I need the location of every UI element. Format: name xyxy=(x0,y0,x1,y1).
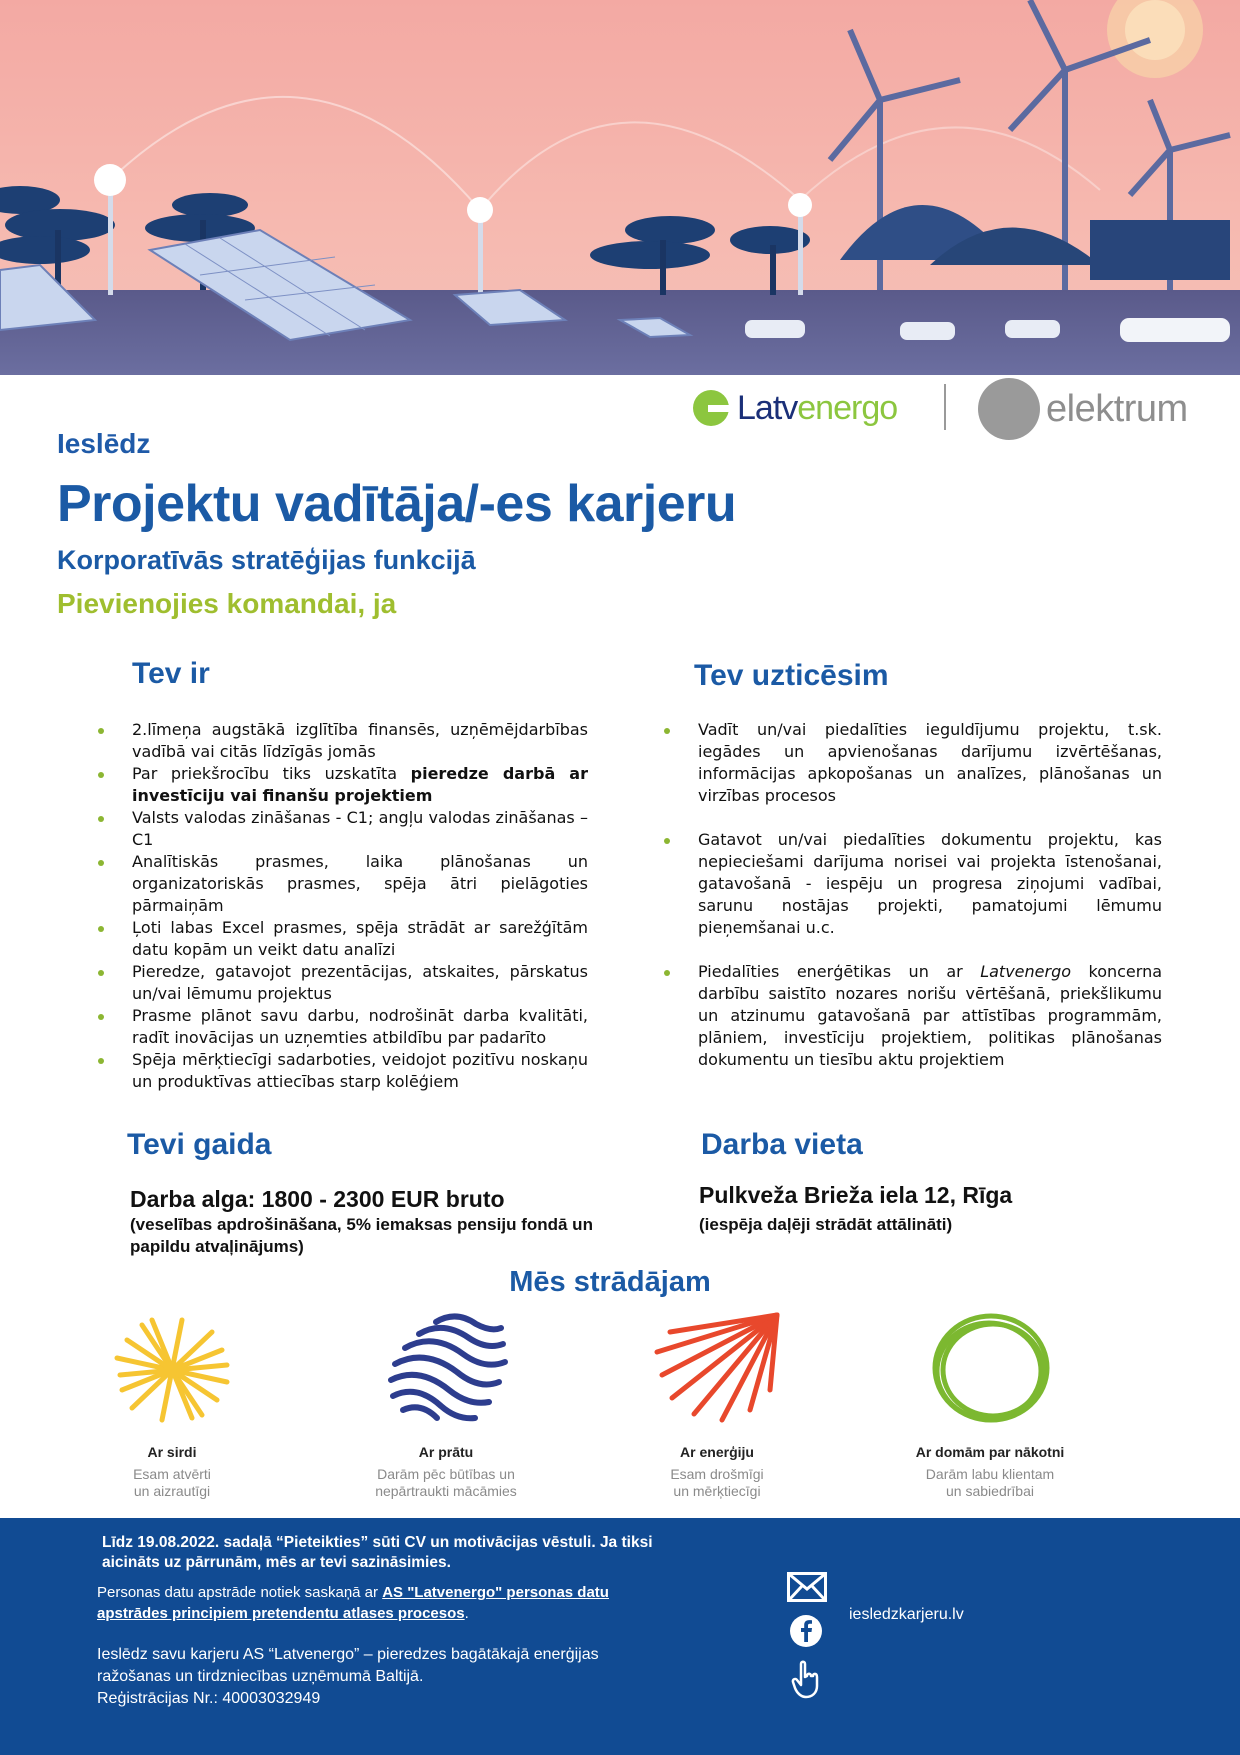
page-subtitle: Korporatīvās stratēģijas funkcijā xyxy=(57,545,476,575)
logo-divider xyxy=(944,384,946,430)
section-heading-tev-ir: Tev ir xyxy=(132,657,210,690)
latvenergo-logo-word-2: energo xyxy=(797,388,898,427)
elektrum-logo xyxy=(978,378,1188,440)
section-heading-darba-vieta: Darba vieta xyxy=(701,1128,863,1161)
energy-rays-icon xyxy=(652,1310,782,1430)
elektrum-logo-icon xyxy=(978,378,1040,440)
list-item: Spēja mērķtiecīgi sadarboties, veidojot pozitīvu noskaņu un produktīvas attiecības starp kolēģiem xyxy=(96,1049,588,1093)
registration-number: Reģistrācijas Nr.: 40003032949 xyxy=(97,1690,321,1707)
sun-burst-icon xyxy=(107,1310,237,1430)
value-item-ar-sirdi xyxy=(57,1310,287,1500)
footer xyxy=(0,1518,1240,1755)
list-item: Ļoti labas Excel prasmes, spēja strādāt ar sarežģītām datu kopām un veikt datu analīzi xyxy=(96,917,588,961)
list-item: Par priekšrocību tiks uzskatīta pieredze darbā ar investīciju vai finanšu projektiem xyxy=(96,763,588,807)
benefits-text: (veselības apdrošināšana, 5% iemaksas pensiju fondā un papildu atvaļinājums) xyxy=(130,1215,593,1256)
value-title: Ar enerģiju xyxy=(680,1444,754,1460)
value-description-line: Esam atvērti xyxy=(133,1466,211,1482)
list-item: Piedalīties enerģētikas un ar Latvenergo koncerna darbību saistīto nozares norišu vērtēšanā, priekšlikumu un atzinumu gatavošanā par attīstības programmām, plāniem, investīciju projektiem, politikas plānošanas dokumentu un tiesību aktu projektiem xyxy=(662,961,1162,1071)
value-description-line: nepārtraukti mācāmies xyxy=(375,1483,517,1499)
requirements-list xyxy=(96,719,588,1093)
remote-work-note: (iespēja daļēji strādāt attālināti) xyxy=(699,1215,953,1234)
value-title: Ar sirdi xyxy=(147,1444,197,1460)
kicker-text: Ieslēdz xyxy=(57,428,151,459)
tagline: Pievienojies komandai, ja xyxy=(57,588,397,619)
responsibilities-list xyxy=(662,719,1162,1093)
pointer-hand-icon[interactable] xyxy=(791,1660,821,1700)
list-item: Pieredze, gatavojot prezentācijas, atskaites, pārskatus un/vai lēmumu projektus xyxy=(96,961,588,1005)
value-description-line: un aizrautīgi xyxy=(133,1483,211,1499)
hero-banner xyxy=(0,0,1240,375)
privacy-notice: Personas datu apstrāde notiek saskaņā ar AS "Latvenergo" personas datu apstrādes principiem pretendentu atlases procesos. xyxy=(97,1584,609,1622)
value-description-line: un sabiedrībai xyxy=(946,1483,1034,1499)
elektrum-logo-word: elektrum xyxy=(1046,387,1188,430)
latvenergo-logo xyxy=(693,385,897,431)
wave-lines-icon xyxy=(381,1310,511,1430)
section-heading-tev-uzticesim: Tev uzticēsim xyxy=(694,659,889,692)
list-item: Analītiskās prasmes, laika plānošanas un organizatoriskās prasmes, spēja ātri pielāgoties pārmaiņām xyxy=(96,851,588,917)
green-circle-icon xyxy=(925,1310,1055,1430)
value-title: Ar domām par nākotni xyxy=(915,1444,1065,1460)
value-description-line: Darām pēc būtības un xyxy=(377,1466,515,1482)
privacy-policy-link[interactable]: AS "Latvenergo" personas datu apstrādes principiem pretendentu atlases procesos xyxy=(97,1584,609,1622)
salary-text: Darba alga: 1800 - 2300 EUR bruto xyxy=(130,1186,505,1212)
career-website-link[interactable]: iesledzkarjeru.lv xyxy=(849,1606,964,1623)
work-address: Pulkveža Brieža iela 12, Rīga xyxy=(699,1182,1013,1208)
latvenergo-logo-icon xyxy=(693,390,729,426)
list-item: Gatavot un/vai piedalīties dokumentu projektu, kas nepieciešami darījuma norisei vai projekta īstenošanai, gatavošanā - iespēju un progresa ziņojumi vadībai, sarunu nostājas projekti, pamatojumi lēmumu pieņemšanai u.c. xyxy=(662,829,1162,939)
list-item: 2.līmeņa augstākā izglītība finansēs, uzņēmējdarbības vadībā vai citās līdzīgās jomās xyxy=(96,719,588,763)
value-title: Ar prātu xyxy=(418,1444,474,1460)
list-item: Prasme plānot savu darbu, nodrošināt darba kvalitāti, radīt inovācijas un uzņemties atbildību par padarīto xyxy=(96,1005,588,1049)
hero-illustration xyxy=(0,0,1240,375)
envelope-icon[interactable] xyxy=(787,1572,827,1602)
company-about xyxy=(97,1644,657,1710)
list-item: Valsts valodas zināšanas - C1; angļu valodas zināšanas – C1 xyxy=(96,807,588,851)
values-heading: Mēs strādājam xyxy=(509,1266,711,1298)
value-description-line: un mērķtiecīgi xyxy=(673,1483,761,1499)
latvenergo-logo-word-1: Latv xyxy=(737,388,798,427)
list-item: Vadīt un/vai piedalīties ieguldījumu projektu, t.sk. iegādes un apvienošanas darījumu izvērtēšanas, informācijas apkopošanas un analīzes, plānošanas un virzības procesos xyxy=(662,719,1162,807)
value-item-ar-pratu xyxy=(331,1310,561,1500)
facebook-icon[interactable] xyxy=(789,1614,823,1648)
value-item-ar-domam-par-nakotni xyxy=(875,1310,1105,1500)
company-about-text: Ieslēdz savu karjeru AS “Latvenergo” – pieredzes bagātākajā enerģijas ražošanas un tirdzniecības uzņēmumā Baltijā. xyxy=(97,1646,599,1685)
value-item-ar-energiju xyxy=(602,1310,832,1500)
section-heading-tevi-gaida: Tevi gaida xyxy=(127,1128,272,1161)
page-title: Projektu vadītāja/-es karjeru xyxy=(57,475,737,533)
application-deadline-text: Līdz 19.08.2022. sadaļā “Pieteikties” sūti CV un motivācijas vēstuli. Ja tiksi aicināts uz pārrunām, mēs ar tevi sazināsimies. xyxy=(102,1534,653,1571)
value-description-line: Esam drošmīgi xyxy=(670,1466,764,1482)
value-description-line: Darām labu klientam xyxy=(925,1466,1055,1482)
